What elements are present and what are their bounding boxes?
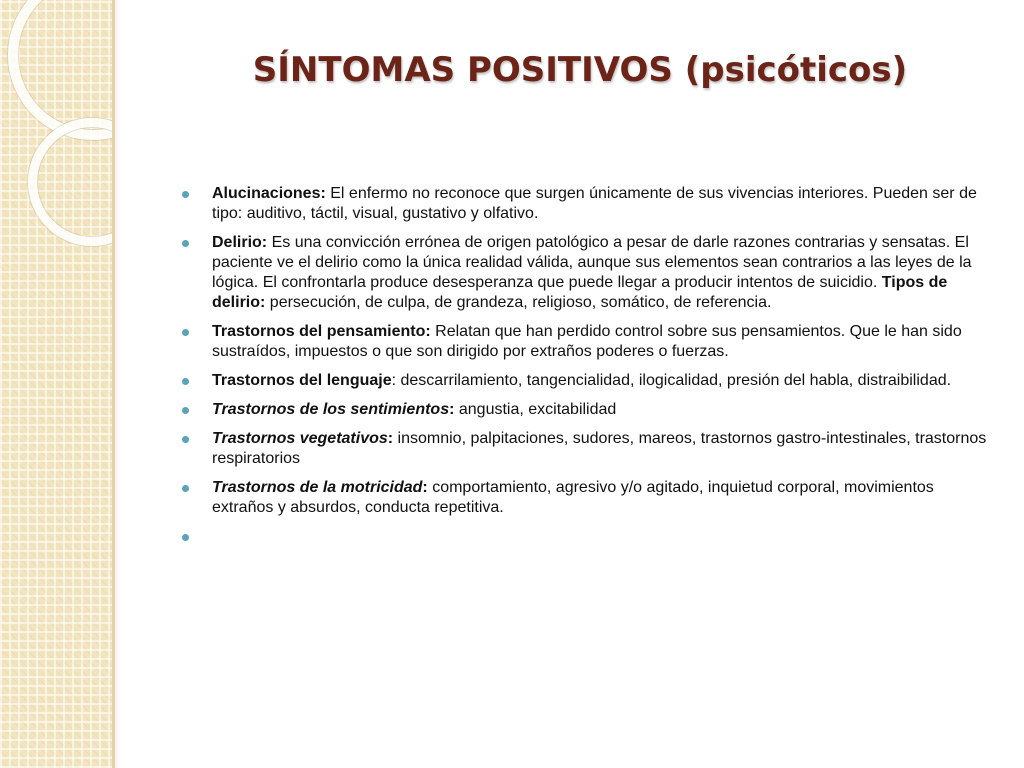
item-text: comportamiento, agresivo y/o agitado, inquietud corporal, movimientos extraños y absurdos, conducta repetitiva.: [212, 479, 934, 516]
title-main: SÍNTOMAS POSITIVOS: [252, 50, 673, 90]
item-colon: :: [422, 479, 428, 496]
item-text: angustia, excitabilidad: [454, 401, 617, 418]
item-label: Trastornos del lenguaje: [212, 372, 392, 389]
item-text: : descarrilamiento, tangencialidad, ilogicalidad, presión del habla, distraibilidad.: [391, 372, 952, 389]
item-text: insomnio, palpitaciones, sudores, mareos, trastornos gastro-intestinales, trastornos respiratorios: [212, 430, 987, 467]
decorative-side-panel: [0, 0, 112, 768]
bullet-dot-icon: [182, 407, 189, 414]
list-item-trastornos-sentimientos: [180, 400, 990, 420]
bullet-dot-icon: [182, 485, 189, 492]
bullet-dot-icon: [182, 436, 189, 443]
item-text: Relatan que han perdido control sobre sus pensamientos. Que le han sido sustraídos, impuestos o que son dirigido por extraños poderes o fuerzas.: [212, 323, 962, 360]
item-sublabel: Tipos de delirio:: [212, 274, 948, 311]
list-item-trastornos-lenguaje: [180, 371, 990, 391]
item-label: Trastornos de los sentimientos: [212, 401, 450, 418]
item-subtext: persecución, de culpa, de grandeza, religioso, somático, de referencia.: [265, 294, 772, 311]
bullet-dot-icon: [182, 329, 189, 336]
bullet-dot-icon: [182, 191, 189, 198]
slide-title: [150, 50, 1010, 90]
item-label: Trastornos de la motricidad: [212, 479, 423, 496]
bullet-dot-icon: [182, 240, 189, 247]
list-item-trastornos-vegetativos: [180, 429, 990, 469]
list-item-trastornos-motricidad: [180, 478, 990, 518]
item-text: El enfermo no reconoce que surgen únicamente de sus vivencias interiores. Pueden ser de tipo: auditivo, táctil, visual, gustativo y olfativo.: [212, 185, 977, 222]
list-item-empty: [180, 527, 990, 547]
bullet-dot-icon: [182, 534, 189, 541]
item-label: Alucinaciones:: [212, 185, 326, 202]
bullet-list: [180, 184, 990, 556]
item-colon: :: [449, 401, 455, 418]
bullet-dot-icon: [182, 378, 189, 385]
item-label: Delirio:: [212, 234, 268, 251]
list-item-alucinaciones: [180, 184, 990, 224]
decorative-ring-middle: [28, 118, 112, 246]
side-panel-shadow: [115, 0, 121, 768]
title-parenthetical: (psicóticos): [684, 50, 908, 90]
item-label: Trastornos del pensamiento:: [212, 323, 431, 340]
item-colon: :: [387, 430, 394, 447]
item-label: Trastornos vegetativos: [212, 430, 388, 447]
item-text: Es una convicción errónea de origen patológico a pesar de darle razones contrarias y sensatas. El paciente ve el delirio como la única realidad válida, aunque sus elementos sean contrarios a las leyes de la lógica. El confrontarla produce desesperanza que puede llegar a producir intentos de suicidio.: [212, 234, 972, 291]
list-item-delirio: [180, 233, 990, 313]
list-item-trastornos-pensamiento: [180, 322, 990, 362]
